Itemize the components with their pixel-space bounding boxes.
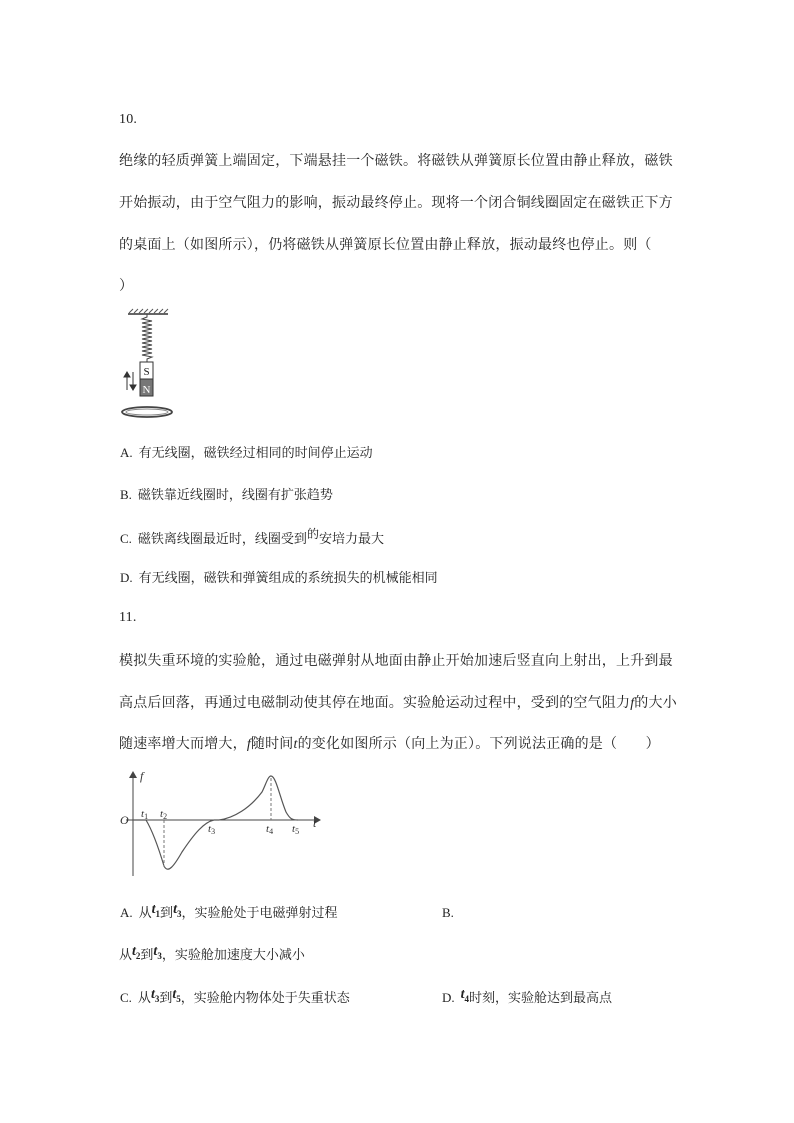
- q11-option-d[interactable]: D. $t_4$时刻，实验舱达到最高点: [442, 987, 613, 1006]
- pole-n-label: N: [142, 384, 151, 396]
- q11-option-c[interactable]: C. 从$t_3$到$t_5$，实验舱内物体处于失重状态: [120, 987, 350, 1006]
- tick-t5: t5: [292, 823, 300, 836]
- q10-option-d[interactable]: D. 有无线圈，磁铁和弹簧组成的系统损失的机械能相同: [120, 570, 438, 586]
- spring: [142, 314, 152, 362]
- tick-t4: t4: [266, 823, 274, 836]
- q10-stem-line-3: 的桌面上（如图所示），仍将磁铁从弹簧原长位置由静止释放，振动最终也停止。则（: [119, 237, 652, 253]
- q11-option-b[interactable]: 从$t_2$到$t_3$，实验舱加速度大小减小: [119, 944, 305, 963]
- q10-stem-line-2: 开始振动，由于空气阻力的影响，振动最终停止。现将一个闭合铜线圈固定在磁铁正下方: [119, 195, 673, 211]
- q10-option-c[interactable]: C. 磁铁离线圈最近时，线圈受到的安培力最大: [120, 527, 384, 547]
- oscillation-arrows-icon: [124, 372, 136, 390]
- y-axis-label: f: [140, 769, 144, 783]
- q10-option-a[interactable]: A. 有无线圈，磁铁经过相同的时间停止运动: [120, 445, 373, 461]
- tick-t1: t1: [141, 808, 149, 821]
- origin-label: O: [120, 813, 129, 827]
- q10-number: 10.: [119, 112, 138, 127]
- q11-stem-line-1: 模拟失重环境的实验舱，通过电磁弹射从地面由静止开始加速后竖直向上射出，上升到最: [119, 653, 673, 669]
- q11-force-time-graph: [114, 768, 326, 880]
- q10-option-b[interactable]: B. 磁铁靠近线圈时，线圈有扩张趋势: [120, 487, 333, 503]
- q11-number: 11.: [119, 610, 137, 625]
- q11-option-a[interactable]: A. 从$t_1$到$t_3$，实验舱处于电磁弹射过程: [120, 902, 338, 921]
- q10-stem-line-4: ）: [119, 278, 134, 294]
- pole-s-label: S: [143, 366, 150, 378]
- x-axis-label: t: [313, 816, 317, 830]
- q11-stem-line-3: 随速率增大而增大，f随时间t的变化如图所示（向上为正）。下列说法正确的是（ ）: [119, 736, 660, 752]
- q11-stem-line-2: 高点后回落，再通过电磁制动使其停在地面。实验舱运动过程中，受到的空气阻力f的大小: [119, 695, 677, 711]
- tick-t2: t2: [160, 808, 168, 821]
- q10-spring-magnet-figure: [116, 308, 180, 426]
- force-curve: [133, 776, 298, 869]
- tick-t3: t3: [208, 823, 216, 836]
- q11-option-b-label[interactable]: B.: [442, 905, 454, 920]
- q10-stem-line-1: 绝缘的轻质弹簧上端固定，下端悬挂一个磁铁。将磁铁从弹簧原长位置由静止释放，磁铁: [119, 153, 673, 169]
